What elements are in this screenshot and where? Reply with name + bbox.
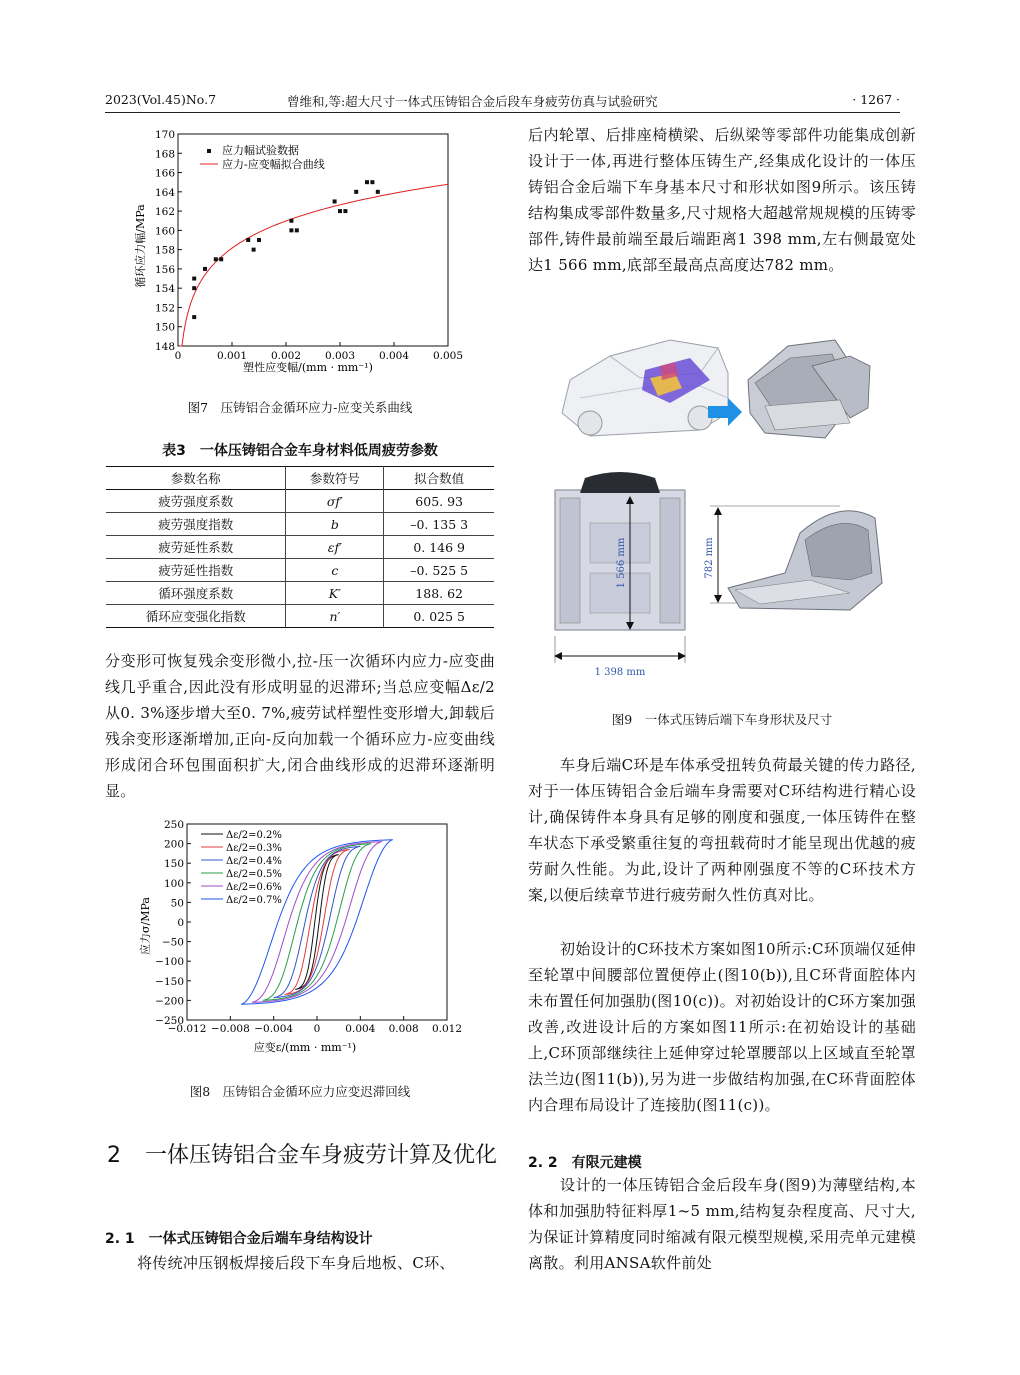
x-tick-label: 0.002: [270, 350, 302, 362]
table-cell: b: [286, 513, 384, 536]
y-tick-label: 154: [154, 283, 175, 296]
data-point: [203, 267, 207, 271]
rear-body-side-view: [710, 506, 882, 610]
dim-label-height: 782 mm: [704, 537, 715, 579]
fit-curve-line: [180, 184, 448, 346]
data-point: [192, 277, 196, 281]
table-row: [106, 513, 494, 536]
data-point: [289, 228, 293, 232]
x-tick-label: 0.008: [388, 1023, 419, 1035]
table-row: [106, 536, 494, 559]
table-header-cell: 参数符号: [286, 467, 384, 490]
left-paragraph-1: 分变形可恢复残余变形微小,拉-压一次循环内应力-应变曲线几乎重合,因此没有形成明显的迟滞环;当总应变幅Δε/2从0. 3%逐步增大至0. 7%,疲劳试样塑性变形增大,卸载后残余变形逐渐增加,正向-反向加载一个循环应力-应变曲线形成闭合环包围面积扩大,闭合曲线形成的迟滞环逐渐明显。: [105, 652, 495, 800]
data-point: [192, 315, 196, 319]
data-point: [338, 209, 342, 213]
x-tick-label: 0.005: [432, 350, 464, 362]
article-title-header: 曾维和,等:超大尺寸一体式压铸铝合金后段车身疲劳仿真与试验研究: [287, 94, 658, 109]
section-title: 一体压铸铝合金车身疲劳计算及优化: [145, 1143, 498, 1168]
x-tick-label: −0.008: [210, 1023, 250, 1035]
table-cell: n′: [286, 605, 384, 628]
y-tick-label: −150: [155, 975, 184, 988]
figure-7-caption: 图7 压铸铝合金循环应力-应变关系曲线: [187, 400, 413, 415]
y-tick-label: 160: [154, 225, 175, 238]
data-point: [219, 257, 223, 261]
dim-label-length: 1 398 mm: [594, 667, 646, 678]
figure-7-chart: [130, 126, 466, 376]
x-tick-label: −0.012: [167, 1023, 207, 1035]
table-cell: K′: [286, 582, 384, 605]
right-paragraph-1: 后内轮罩、后排座椅横梁、后纵梁等零部件功能集成创新设计于一体,再进行整体压铸生产,经集成化设计的一体压铸铝合金后端下车身基本尺寸和形状如图9所示。该压铸结构集成零部件数量多,尺寸规格大超越常规规模的压铸零部件,铸件最前端至最后端距离1 398 mm,左右侧最宽处达1 566 mm,底部至最高点高度达782 mm。: [528, 126, 916, 274]
table-cell: εf′: [286, 536, 384, 559]
y-tick-label: 50: [170, 897, 184, 910]
table-row: [106, 559, 494, 582]
y-tick-label: 170: [154, 129, 175, 141]
right-paragraph-2: 车身后端C环是车体承受扭转负荷最关键的传力路径,对于一体压铸铝合金后端车身需要对C环结构进行精心设计,确保铸件本身具有足够的刚度和强度,一体压铸件在整车状态下承受繁重往复的弯扭载荷时才能呈现出优越的疲劳耐久性能。为此,设计了两种刚强度不等的C环技术方案,以便后续章节进行疲劳耐久性仿真对比。: [528, 756, 916, 904]
fig7-legend: [200, 143, 325, 171]
fig7-ylabel: 循环应力幅/MPa: [134, 204, 147, 288]
table-cell: 循环应变强化指数: [145, 609, 246, 624]
fig7-fit-curve: [180, 184, 448, 346]
subsection-2-2-title: 2. 2 有限元建模: [528, 1155, 642, 1171]
table-header-row: [106, 467, 494, 490]
hysteresis-loop: [285, 850, 350, 995]
x-tick-label: 0.003: [324, 350, 356, 362]
journal-issue: 2023(Vol.45)No.7: [105, 92, 217, 107]
legend-label: Δε/2=0.3%: [226, 843, 282, 854]
data-point: [192, 286, 196, 290]
legend-label: Δε/2=0.6%: [226, 882, 282, 893]
data-point: [343, 209, 347, 213]
table-cell: –0. 525 5: [410, 562, 469, 578]
table-cell: 188. 62: [415, 585, 464, 601]
y-tick-label: 164: [154, 186, 175, 199]
table-cell: 605. 93: [415, 493, 464, 509]
rear-body-casting-3d: [748, 340, 870, 438]
table-cell: 疲劳延性系数: [158, 540, 234, 555]
y-tick-label: 100: [163, 877, 184, 890]
legend-label: Δε/2=0.2%: [226, 830, 282, 841]
fig8-ylabel: 应力σ/MPa: [139, 897, 152, 955]
x-tick-label: 0.004: [345, 1023, 376, 1035]
data-point: [257, 238, 261, 242]
x-tick-label: 0.012: [431, 1023, 463, 1035]
table-cell: 循环强度系数: [158, 586, 234, 601]
page-number: · 1267 ·: [852, 92, 900, 107]
data-point: [370, 180, 374, 184]
data-point: [289, 219, 293, 223]
y-tick-label: 168: [154, 148, 175, 161]
y-tick-label: 158: [154, 244, 175, 257]
section-number: 2: [107, 1143, 121, 1168]
table-row: [106, 582, 494, 605]
subsection-2-1-paragraph-start: 将传统冲压钢板焊接后段下车身后地板、C环、: [137, 1254, 455, 1272]
table-cell: c: [286, 559, 384, 582]
x-tick-label: 0.004: [378, 350, 410, 362]
y-tick-label: 0: [177, 917, 184, 929]
legend-label-points: 应力幅试验数据: [222, 144, 299, 157]
y-tick-label: 200: [163, 838, 184, 851]
subsection-2-1-title: 2. 1 一体式压铸铝合金后端车身结构设计: [105, 1231, 373, 1247]
table-cell: –0. 135 3: [410, 516, 469, 532]
legend-label: Δε/2=0.4%: [226, 856, 282, 867]
x-tick-label: −0.004: [254, 1023, 294, 1035]
x-tick-label: 0: [174, 350, 182, 362]
dim-label-width: 1 566 mm: [616, 537, 627, 589]
data-point: [246, 238, 250, 242]
table-row: [106, 605, 494, 628]
y-tick-label: −100: [155, 956, 184, 969]
table-header-cell: 拟合数值: [414, 471, 465, 486]
table-cell: σf′: [286, 490, 384, 513]
data-point: [365, 180, 369, 184]
x-tick-label: 0.001: [216, 350, 248, 362]
y-tick-label: 162: [154, 206, 175, 219]
section-2-heading: [107, 1140, 502, 1172]
table-cell: 0. 146 9: [413, 539, 465, 555]
table-cell: 疲劳延性指数: [158, 563, 234, 578]
legend-label-line: 应力-应变幅拟合曲线: [222, 158, 325, 171]
figure-8-chart: [135, 818, 465, 1058]
fig8-xlabel: 应变ε/(mm · mm⁻¹): [253, 1041, 357, 1054]
table-cell: 0. 025 5: [413, 608, 465, 624]
table-3-title: 表3 一体压铸铝合金车身材料低周疲劳参数: [162, 443, 438, 459]
y-tick-label: −200: [155, 995, 184, 1008]
figure-8-caption: 图8 压铸铝合金循环应力应变迟滞回线: [189, 1084, 411, 1099]
legend-label: Δε/2=0.7%: [226, 895, 282, 906]
data-point: [354, 190, 358, 194]
y-tick-label: 250: [163, 819, 184, 831]
figure-9-caption: 图9 一体式压铸后端下车身形状及尺寸: [611, 712, 833, 727]
data-point: [295, 228, 299, 232]
y-tick-label: 152: [154, 302, 175, 315]
right-paragraph-3: 初始设计的C环技术方案如图10所示:C环顶端仅延伸至轮罩中间腰部位置便停止(图10(b)),且C环背面腔体内未布置任何加强肋(图10(c))。对初始设计的C环方案加强改善,改进设计后的方案如图11所示:在初始设计的基础上,C环顶部继续往上延伸穿过轮罩腰部以上区域直至轮罩法兰边(图11(b)),另为进一步做结构加强,在C环背面腔体内合理布局设计了连接肋(图11(c))。: [528, 940, 916, 1114]
y-tick-label: −50: [161, 936, 184, 949]
data-point: [214, 257, 218, 261]
y-tick-label: 150: [163, 858, 184, 871]
table-cell: 疲劳强度系数: [158, 494, 234, 509]
table-3: [106, 466, 494, 628]
y-tick-label: 156: [154, 263, 175, 276]
legend-marker-points: [207, 149, 211, 153]
y-tick-label: −250: [155, 1015, 184, 1027]
y-tick-label: 166: [154, 167, 175, 180]
table-cell: 疲劳强度指数: [158, 517, 234, 532]
data-point: [333, 199, 337, 203]
data-point: [376, 190, 380, 194]
y-tick-label: 150: [154, 321, 175, 334]
table-row: [106, 490, 494, 513]
running-header: [105, 90, 900, 113]
figure-9-illustration: [550, 318, 930, 688]
x-tick-label: 0: [313, 1023, 321, 1035]
fig7-xlabel: 塑性应变幅/(mm · mm⁻¹): [243, 361, 373, 374]
hysteresis-loop: [263, 844, 371, 1001]
y-tick-label: 148: [154, 341, 175, 353]
car-body-wireframe: [562, 340, 728, 436]
fig8-ticks: [155, 819, 462, 1035]
data-point: [252, 248, 256, 252]
legend-label: Δε/2=0.5%: [226, 869, 282, 880]
subsection-2-2-paragraph: 设计的一体压铸铝合金后段车身(图9)为薄壁结构,本体和加强肋特征料厚1~5 mm,结构复杂程度高、尺寸大,为保证计算精度同时缩减有限元模型规模,采用壳单元建模离散。利用ANSA软件前处: [528, 1176, 916, 1272]
table-header-cell: 参数名称: [170, 471, 221, 486]
fig7-data-points: [192, 180, 380, 319]
fig8-legend: [201, 830, 282, 906]
